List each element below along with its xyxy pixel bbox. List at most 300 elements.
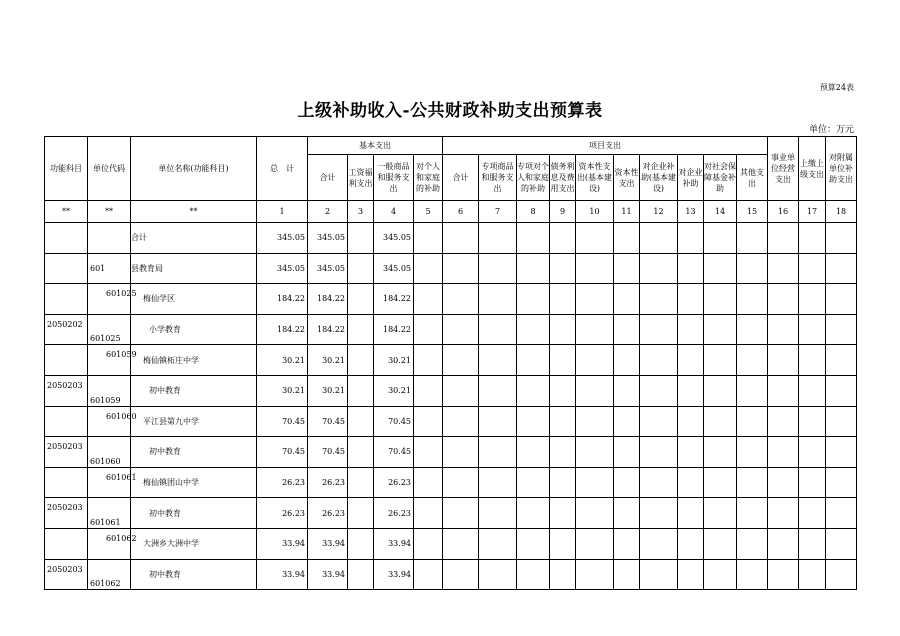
cell-total: 30.21 — [257, 375, 308, 406]
cell-empty — [640, 406, 678, 437]
cell-salary — [348, 375, 374, 406]
cell-empty — [768, 528, 799, 559]
column-number: 2 — [308, 201, 348, 223]
cell-empty — [678, 437, 704, 468]
cell-basic-total: 26.23 — [308, 467, 348, 498]
column-number: 3 — [348, 201, 374, 223]
cell-empty — [678, 375, 704, 406]
cell-empty — [768, 498, 799, 529]
cell-unit-name: 县教育局 — [131, 253, 257, 284]
cell-empty — [479, 406, 517, 437]
cell-empty — [678, 528, 704, 559]
column-number: 7 — [479, 201, 517, 223]
cell-empty — [550, 314, 576, 345]
cell-empty — [414, 406, 443, 437]
column-number: 6 — [443, 201, 479, 223]
table-row — [45, 559, 857, 590]
table-row — [45, 253, 857, 284]
column-number: 1 — [257, 201, 308, 223]
table-row — [45, 528, 857, 559]
cell-empty — [517, 223, 550, 254]
cell-empty — [737, 253, 768, 284]
cell-func-subject: 2050203 — [45, 498, 88, 529]
cell-empty — [576, 498, 614, 529]
cell-empty — [704, 345, 737, 376]
cell-unit-code: 601059 — [88, 345, 131, 376]
column-number: 8 — [517, 201, 550, 223]
column-number: ** — [131, 201, 257, 223]
cell-empty — [737, 223, 768, 254]
header-func-subject: 功能科目 — [45, 137, 88, 201]
cell-empty — [768, 375, 799, 406]
cell-unit-code: 601060 — [88, 406, 131, 437]
cell-func-subject — [45, 528, 88, 559]
cell-basic-total: 33.94 — [308, 528, 348, 559]
cell-empty — [414, 498, 443, 529]
cell-empty — [737, 345, 768, 376]
cell-empty — [550, 345, 576, 376]
cell-empty — [550, 253, 576, 284]
cell-empty — [576, 345, 614, 376]
cell-salary — [348, 314, 374, 345]
page-title: 上级补助收入-公共财政补助支出预算表 — [297, 101, 603, 121]
cell-empty — [443, 345, 479, 376]
cell-empty — [517, 314, 550, 345]
cell-empty — [799, 284, 826, 315]
cell-total: 345.05 — [257, 223, 308, 254]
cell-empty — [576, 406, 614, 437]
cell-empty — [443, 437, 479, 468]
cell-empty — [826, 437, 857, 468]
cell-total: 345.05 — [257, 253, 308, 284]
cell-empty — [640, 437, 678, 468]
cell-empty — [614, 223, 640, 254]
cell-unit-name: 梅仙学区 — [131, 284, 257, 315]
cell-salary — [348, 437, 374, 468]
cell-empty — [704, 559, 737, 590]
cell-empty — [678, 314, 704, 345]
header-basic-col: 工资福利支出 — [348, 155, 374, 201]
cell-empty — [826, 375, 857, 406]
cell-func-subject — [45, 223, 88, 254]
cell-func-subject: 2050203 — [45, 437, 88, 468]
cell-empty — [414, 284, 443, 315]
column-number: 4 — [374, 201, 414, 223]
cell-salary — [348, 284, 374, 315]
cell-salary — [348, 253, 374, 284]
form-number: 预算24表 — [819, 83, 854, 92]
cell-empty — [737, 559, 768, 590]
cell-empty — [576, 375, 614, 406]
cell-empty — [576, 467, 614, 498]
cell-empty — [768, 223, 799, 254]
cell-empty — [443, 253, 479, 284]
cell-empty — [517, 345, 550, 376]
column-number: ** — [88, 201, 131, 223]
cell-unit-name: 梅仙镇柘庄中学 — [131, 345, 257, 376]
cell-empty — [614, 467, 640, 498]
cell-empty — [826, 528, 857, 559]
cell-empty — [737, 437, 768, 468]
cell-empty — [414, 437, 443, 468]
header-project-col: 对企业补助 — [678, 155, 704, 201]
cell-empty — [443, 314, 479, 345]
cell-empty — [826, 314, 857, 345]
cell-empty — [443, 406, 479, 437]
cell-empty — [479, 223, 517, 254]
header-basic-col: 合计 — [308, 155, 348, 201]
cell-empty — [678, 345, 704, 376]
cell-empty — [826, 223, 857, 254]
cell-empty — [704, 528, 737, 559]
cell-salary — [348, 498, 374, 529]
cell-goods-services: 345.05 — [374, 223, 414, 254]
cell-empty — [737, 375, 768, 406]
cell-empty — [614, 253, 640, 284]
cell-empty — [614, 284, 640, 315]
cell-empty — [704, 498, 737, 529]
column-number: 16 — [768, 201, 799, 223]
cell-basic-total: 30.21 — [308, 345, 348, 376]
cell-empty — [414, 314, 443, 345]
cell-empty — [799, 498, 826, 529]
cell-unit-name: 平江县第九中学 — [131, 406, 257, 437]
cell-empty — [443, 375, 479, 406]
cell-empty — [550, 498, 576, 529]
cell-empty — [443, 223, 479, 254]
cell-unit-code: 601061 — [88, 467, 131, 498]
cell-empty — [768, 559, 799, 590]
cell-empty — [640, 345, 678, 376]
cell-empty — [614, 314, 640, 345]
cell-unit-code: 601 — [88, 253, 131, 284]
cell-unit-name: 大洲乡大洲中学 — [131, 528, 257, 559]
cell-func-subject — [45, 284, 88, 315]
cell-unit-code: 601025 — [88, 314, 131, 345]
table-row — [45, 284, 857, 315]
cell-empty — [614, 528, 640, 559]
cell-unit-name: 初中教育 — [131, 498, 257, 529]
cell-func-subject: 2050203 — [45, 375, 88, 406]
cell-empty — [414, 467, 443, 498]
cell-basic-total: 345.05 — [308, 223, 348, 254]
cell-goods-services: 70.45 — [374, 437, 414, 468]
cell-empty — [443, 498, 479, 529]
cell-empty — [799, 314, 826, 345]
cell-empty — [768, 467, 799, 498]
cell-unit-name: 初中教育 — [131, 437, 257, 468]
cell-empty — [517, 284, 550, 315]
cell-empty — [678, 223, 704, 254]
cell-empty — [640, 314, 678, 345]
cell-empty — [737, 284, 768, 315]
cell-salary — [348, 406, 374, 437]
cell-basic-total: 345.05 — [308, 253, 348, 284]
cell-empty — [826, 253, 857, 284]
cell-func-subject — [45, 467, 88, 498]
cell-empty — [704, 223, 737, 254]
cell-empty — [768, 253, 799, 284]
column-number: 15 — [737, 201, 768, 223]
cell-empty — [479, 498, 517, 529]
column-number: 9 — [550, 201, 576, 223]
table-row — [45, 375, 857, 406]
cell-empty — [640, 253, 678, 284]
cell-empty — [517, 467, 550, 498]
cell-unit-code: 601061 — [88, 498, 131, 529]
cell-empty — [826, 467, 857, 498]
cell-empty — [768, 437, 799, 468]
header-basic-col: 一般商品和服务支出 — [374, 155, 414, 201]
cell-empty — [826, 498, 857, 529]
cell-empty — [737, 498, 768, 529]
cell-empty — [737, 528, 768, 559]
cell-basic-total: 70.45 — [308, 406, 348, 437]
cell-empty — [443, 559, 479, 590]
column-number: 13 — [678, 201, 704, 223]
cell-empty — [550, 375, 576, 406]
cell-empty — [576, 253, 614, 284]
cell-func-subject: 2050202 — [45, 314, 88, 345]
cell-empty — [550, 559, 576, 590]
cell-empty — [517, 528, 550, 559]
cell-empty — [826, 406, 857, 437]
cell-empty — [443, 528, 479, 559]
cell-empty — [799, 528, 826, 559]
cell-empty — [550, 406, 576, 437]
cell-goods-services: 26.23 — [374, 498, 414, 529]
cell-empty — [576, 437, 614, 468]
column-number: 17 — [799, 201, 826, 223]
header-project-col: 对企业补助(基本建设) — [640, 155, 678, 201]
cell-goods-services: 184.22 — [374, 284, 414, 315]
cell-total: 26.23 — [257, 498, 308, 529]
cell-total: 30.21 — [257, 345, 308, 376]
header-project: 项目支出 — [443, 137, 768, 155]
cell-empty — [517, 559, 550, 590]
cell-goods-services: 33.94 — [374, 559, 414, 590]
cell-empty — [479, 467, 517, 498]
cell-salary — [348, 467, 374, 498]
cell-empty — [799, 345, 826, 376]
cell-empty — [576, 559, 614, 590]
cell-empty — [414, 559, 443, 590]
cell-empty — [704, 253, 737, 284]
cell-unit-code: 601062 — [88, 559, 131, 590]
cell-total: 70.45 — [257, 406, 308, 437]
cell-empty — [799, 253, 826, 284]
cell-salary — [348, 559, 374, 590]
cell-unit-name: 初中教育 — [131, 375, 257, 406]
cell-empty — [737, 467, 768, 498]
cell-total: 184.22 — [257, 284, 308, 315]
cell-empty — [737, 314, 768, 345]
cell-goods-services: 26.23 — [374, 467, 414, 498]
column-number: 10 — [576, 201, 614, 223]
column-number: 12 — [640, 201, 678, 223]
cell-empty — [678, 498, 704, 529]
cell-empty — [517, 253, 550, 284]
cell-empty — [517, 498, 550, 529]
cell-empty — [576, 314, 614, 345]
cell-empty — [640, 467, 678, 498]
header-project-col: 资本性支出(基本建设) — [576, 155, 614, 201]
cell-unit-code: 601059 — [88, 375, 131, 406]
cell-empty — [704, 437, 737, 468]
header-project-col: 合计 — [443, 155, 479, 201]
cell-empty — [414, 345, 443, 376]
cell-empty — [479, 345, 517, 376]
header-extra-1: 事业单位经营支出 — [768, 137, 799, 201]
cell-unit-code: 601062 — [88, 528, 131, 559]
cell-empty — [550, 437, 576, 468]
cell-empty — [614, 345, 640, 376]
cell-basic-total: 30.21 — [308, 375, 348, 406]
cell-empty — [826, 345, 857, 376]
cell-goods-services: 30.21 — [374, 345, 414, 376]
cell-empty — [768, 345, 799, 376]
header-basic-col: 对个人和家庭的补助 — [414, 155, 443, 201]
cell-empty — [826, 559, 857, 590]
cell-empty — [614, 559, 640, 590]
cell-func-subject: 2050203 — [45, 559, 88, 590]
cell-empty — [479, 437, 517, 468]
cell-empty — [640, 284, 678, 315]
cell-empty — [550, 284, 576, 315]
cell-empty — [640, 375, 678, 406]
cell-empty — [614, 375, 640, 406]
cell-empty — [768, 406, 799, 437]
cell-salary — [348, 528, 374, 559]
cell-empty — [799, 375, 826, 406]
cell-empty — [799, 559, 826, 590]
header-total: 总 计 — [257, 137, 308, 201]
cell-empty — [640, 528, 678, 559]
cell-empty — [550, 467, 576, 498]
cell-empty — [479, 314, 517, 345]
cell-basic-total: 26.23 — [308, 498, 348, 529]
cell-empty — [614, 437, 640, 468]
cell-empty — [479, 528, 517, 559]
cell-basic-total: 184.22 — [308, 284, 348, 315]
header-project-col: 对社会保障基金补助 — [704, 155, 737, 201]
cell-empty — [826, 284, 857, 315]
cell-goods-services: 30.21 — [374, 375, 414, 406]
cell-func-subject — [45, 253, 88, 284]
cell-empty — [678, 284, 704, 315]
cell-empty — [576, 223, 614, 254]
header-project-col: 专项对个人和家庭的补助 — [517, 155, 550, 201]
table-row — [45, 437, 857, 468]
cell-empty — [678, 406, 704, 437]
cell-func-subject — [45, 345, 88, 376]
cell-empty — [479, 284, 517, 315]
column-number: 14 — [704, 201, 737, 223]
cell-empty — [678, 253, 704, 284]
header-project-col: 专项商品和服务支出 — [479, 155, 517, 201]
cell-empty — [678, 559, 704, 590]
cell-basic-total: 184.22 — [308, 314, 348, 345]
header-unit-code: 单位代码 — [88, 137, 131, 201]
cell-empty — [576, 284, 614, 315]
cell-empty — [704, 406, 737, 437]
cell-empty — [479, 375, 517, 406]
cell-empty — [704, 467, 737, 498]
cell-empty — [414, 528, 443, 559]
cell-empty — [614, 498, 640, 529]
cell-empty — [443, 467, 479, 498]
cell-salary — [348, 345, 374, 376]
cell-empty — [550, 223, 576, 254]
cell-empty — [737, 406, 768, 437]
cell-empty — [550, 528, 576, 559]
column-number: 11 — [614, 201, 640, 223]
cell-empty — [704, 314, 737, 345]
table-row — [45, 406, 857, 437]
cell-empty — [640, 498, 678, 529]
cell-empty — [799, 437, 826, 468]
header-basic: 基本支出 — [308, 137, 443, 155]
cell-unit-name: 小学教育 — [131, 314, 257, 345]
cell-goods-services: 184.22 — [374, 314, 414, 345]
cell-empty — [414, 223, 443, 254]
cell-empty — [479, 253, 517, 284]
cell-empty — [640, 559, 678, 590]
cell-salary — [348, 223, 374, 254]
cell-empty — [414, 253, 443, 284]
header-extra-2: 上缴上级支出 — [799, 137, 826, 201]
cell-empty — [799, 406, 826, 437]
cell-empty — [443, 284, 479, 315]
cell-empty — [704, 375, 737, 406]
header-project-col: 其他支出 — [737, 155, 768, 201]
cell-unit-name: 梅仙镇团山中学 — [131, 467, 257, 498]
cell-empty — [479, 559, 517, 590]
cell-total: 33.94 — [257, 559, 308, 590]
cell-empty — [768, 284, 799, 315]
cell-goods-services: 70.45 — [374, 406, 414, 437]
column-number: 5 — [414, 201, 443, 223]
budget-table — [44, 136, 857, 590]
header-project-col: 债务利息及费用支出 — [550, 155, 576, 201]
cell-goods-services: 345.05 — [374, 253, 414, 284]
cell-total: 184.22 — [257, 314, 308, 345]
cell-empty — [517, 437, 550, 468]
column-number-row — [45, 201, 857, 223]
cell-func-subject — [45, 406, 88, 437]
cell-unit-name: 合计 — [131, 223, 257, 254]
cell-total: 26.23 — [257, 467, 308, 498]
table-row — [45, 223, 857, 254]
column-number: 18 — [826, 201, 857, 223]
cell-empty — [704, 284, 737, 315]
cell-goods-services: 33.94 — [374, 528, 414, 559]
cell-empty — [799, 467, 826, 498]
cell-empty — [614, 406, 640, 437]
table-row — [45, 467, 857, 498]
cell-unit-code — [88, 223, 131, 254]
cell-empty — [576, 528, 614, 559]
cell-empty — [517, 375, 550, 406]
table-row — [45, 498, 857, 529]
cell-empty — [640, 223, 678, 254]
cell-empty — [678, 467, 704, 498]
header-extra-3: 对附属单位补助支出 — [826, 137, 857, 201]
cell-unit-name: 初中教育 — [131, 559, 257, 590]
cell-empty — [799, 223, 826, 254]
cell-total: 33.94 — [257, 528, 308, 559]
header-project-col: 资本性支出 — [614, 155, 640, 201]
